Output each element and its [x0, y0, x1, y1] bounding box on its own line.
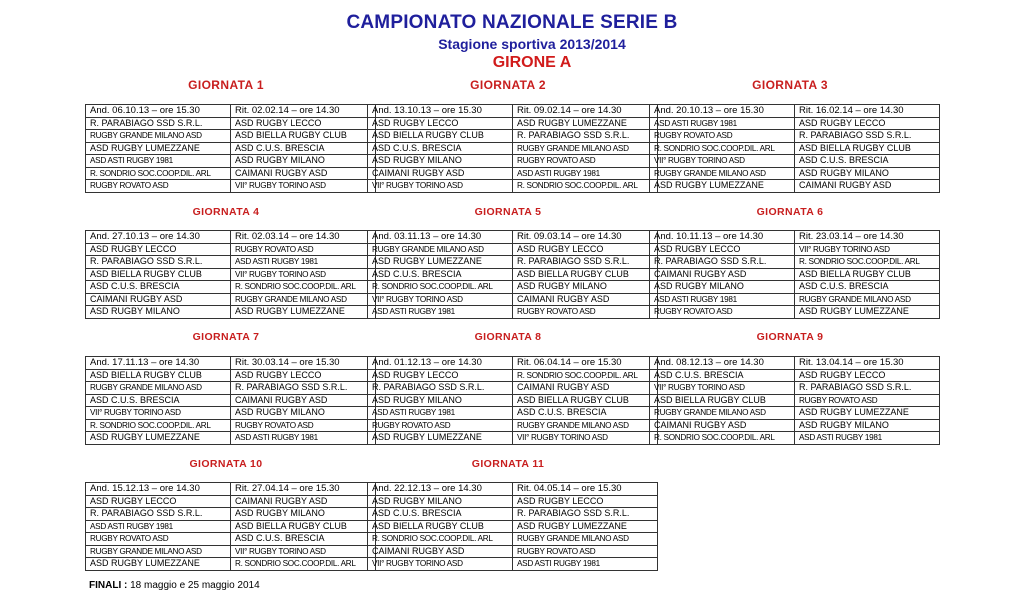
match-row — [368, 256, 658, 269]
match-row — [650, 243, 940, 256]
match-row — [368, 432, 658, 445]
match-row — [86, 508, 376, 521]
away-team: ASD BIELLA RUGBY CLUB — [231, 520, 376, 533]
match-row — [86, 142, 376, 155]
andata-date: And. 15.12.13 – ore 14.30 — [86, 483, 231, 496]
ritorno-date: Rit. 30.03.14 – ore 15.30 — [231, 357, 376, 370]
match-row — [368, 306, 658, 319]
home-team: R. SONDRIO SOC.COOP.DIL. ARL — [368, 533, 513, 546]
match-row — [86, 130, 376, 143]
home-team: R. PARABIAGO SSD S.R.L. — [86, 508, 231, 521]
dates-row — [368, 231, 658, 244]
giornata-table — [649, 356, 940, 445]
giornata-label: GIORNATA 9 — [756, 331, 824, 343]
away-team: ASD BIELLA RUGBY CLUB — [513, 394, 658, 407]
match-row — [368, 369, 658, 382]
home-team: ASD C.U.S. BRESCIA — [368, 508, 513, 521]
home-team: ASD ASTI RUGBY 1981 — [650, 293, 795, 306]
home-team: ASD C.U.S. BRESCIA — [650, 369, 795, 382]
match-row — [650, 130, 940, 143]
home-team: R. SONDRIO SOC.COOP.DIL. ARL — [86, 419, 231, 432]
home-team: CAIMANI RUGBY ASD — [86, 293, 231, 306]
andata-date: And. 03.11.13 – ore 14.30 — [368, 231, 513, 244]
away-team: VII° RUGBY TORINO ASD — [231, 180, 376, 193]
match-row — [86, 495, 376, 508]
match-row — [86, 117, 376, 130]
away-team: ASD BIELLA RUGBY CLUB — [795, 268, 940, 281]
away-team: VII° RUGBY TORINO ASD — [795, 243, 940, 256]
match-row — [86, 268, 376, 281]
away-team: CAIMANI RUGBY ASD — [513, 293, 658, 306]
giornata-label: GIORNATA 7 — [192, 331, 260, 343]
match-row — [368, 142, 658, 155]
andata-date: And. 22.12.13 – ore 14.30 — [368, 483, 513, 496]
match-row — [650, 142, 940, 155]
match-row — [86, 432, 376, 445]
match-row — [86, 382, 376, 395]
away-team: ASD RUGBY MILANO — [231, 155, 376, 168]
match-row — [368, 394, 658, 407]
away-team: CAIMANI RUGBY ASD — [231, 495, 376, 508]
away-team: ASD C.U.S. BRESCIA — [231, 142, 376, 155]
match-row — [368, 508, 658, 521]
match-row — [650, 369, 940, 382]
away-team: ASD RUGBY LUMEZZANE — [795, 407, 940, 420]
home-team: R. SONDRIO SOC.COOP.DIL. ARL — [86, 167, 231, 180]
away-team: ASD RUGBY LUMEZZANE — [795, 306, 940, 319]
ritorno-date: Rit. 09.03.14 – ore 14.30 — [513, 231, 658, 244]
home-team: RUGBY GRANDE MILANO ASD — [86, 130, 231, 143]
away-team: ASD ASTI RUGBY 1981 — [795, 432, 940, 445]
home-team: RUGBY GRANDE MILANO ASD — [86, 545, 231, 558]
andata-date: And. 13.10.13 – ore 15.30 — [368, 105, 513, 118]
andata-date: And. 17.11.13 – ore 14.30 — [86, 357, 231, 370]
dates-row — [86, 105, 376, 118]
match-row — [368, 293, 658, 306]
away-team: ASD RUGBY MILANO — [795, 167, 940, 180]
home-team: VII° RUGBY TORINO ASD — [368, 558, 513, 571]
home-team: ASD RUGBY LECCO — [86, 495, 231, 508]
away-team: RUGBY ROVATO ASD — [795, 394, 940, 407]
away-team: VII° RUGBY TORINO ASD — [513, 432, 658, 445]
home-team: ASD C.U.S. BRESCIA — [86, 281, 231, 294]
away-team: ASD C.U.S. BRESCIA — [795, 155, 940, 168]
giornata-table — [649, 230, 940, 319]
ritorno-date: Rit. 06.04.14 – ore 15.30 — [513, 357, 658, 370]
dates-row — [650, 105, 940, 118]
away-team: VII° RUGBY TORINO ASD — [231, 268, 376, 281]
away-team: RUGBY GRANDE MILANO ASD — [231, 293, 376, 306]
home-team: R. PARABIAGO SSD S.R.L. — [86, 256, 231, 269]
match-row — [86, 167, 376, 180]
home-team: ASD RUGBY LUMEZZANE — [86, 432, 231, 445]
match-row — [650, 419, 940, 432]
home-team: ASD RUGBY LUMEZZANE — [368, 256, 513, 269]
home-team: ASD RUGBY MILANO — [86, 306, 231, 319]
giornata-label: GIORNATA 2 — [470, 78, 546, 92]
giornata-label: GIORNATA 6 — [756, 206, 824, 218]
home-team: RUGBY ROVATO ASD — [86, 533, 231, 546]
match-row — [368, 281, 658, 294]
home-team: ASD C.U.S. BRESCIA — [86, 394, 231, 407]
dates-row — [368, 483, 658, 496]
away-team: ASD BIELLA RUGBY CLUB — [795, 142, 940, 155]
ritorno-date: Rit. 23.03.14 – ore 14.30 — [795, 231, 940, 244]
dates-row — [368, 357, 658, 370]
home-team: R. SONDRIO SOC.COOP.DIL. ARL — [650, 142, 795, 155]
home-team: ASD RUGBY MILANO — [368, 155, 513, 168]
home-team: ASD RUGBY LUMEZZANE — [86, 558, 231, 571]
home-team: ASD ASTI RUGBY 1981 — [86, 155, 231, 168]
away-team: RUGBY GRANDE MILANO ASD — [513, 142, 658, 155]
away-team: CAIMANI RUGBY ASD — [231, 394, 376, 407]
giornata-label: GIORNATA 5 — [474, 206, 542, 218]
dates-row — [368, 105, 658, 118]
home-team: ASD BIELLA RUGBY CLUB — [368, 130, 513, 143]
match-row — [86, 369, 376, 382]
match-row — [368, 167, 658, 180]
home-team: ASD RUGBY LECCO — [86, 243, 231, 256]
match-row — [368, 243, 658, 256]
home-team: ASD RUGBY LECCO — [368, 369, 513, 382]
home-team: VII° RUGBY TORINO ASD — [86, 407, 231, 420]
match-row — [650, 268, 940, 281]
away-team: ASD RUGBY MILANO — [231, 508, 376, 521]
giornata-table — [367, 356, 658, 445]
away-team: ASD RUGBY LUMEZZANE — [513, 117, 658, 130]
home-team: ASD C.U.S. BRESCIA — [368, 142, 513, 155]
match-row — [86, 558, 376, 571]
away-team: ASD RUGBY LECCO — [795, 117, 940, 130]
away-team: ASD C.U.S. BRESCIA — [795, 281, 940, 294]
match-row — [650, 306, 940, 319]
home-team: ASD RUGBY LUMEZZANE — [650, 180, 795, 193]
home-team: CAIMANI RUGBY ASD — [650, 419, 795, 432]
match-row — [86, 243, 376, 256]
away-team: RUGBY ROVATO ASD — [513, 306, 658, 319]
ritorno-date: Rit. 09.02.14 – ore 14.30 — [513, 105, 658, 118]
away-team: R. PARABIAGO SSD S.R.L. — [795, 130, 940, 143]
away-team: RUGBY GRANDE MILANO ASD — [795, 293, 940, 306]
match-row — [86, 419, 376, 432]
dates-row — [86, 357, 376, 370]
match-row — [368, 495, 658, 508]
dates-row — [650, 357, 940, 370]
away-team: CAIMANI RUGBY ASD — [795, 180, 940, 193]
home-team: ASD BIELLA RUGBY CLUB — [650, 394, 795, 407]
home-team: ASD RUGBY LUMEZZANE — [86, 142, 231, 155]
andata-date: And. 27.10.13 – ore 14.30 — [86, 231, 231, 244]
home-team: ASD C.U.S. BRESCIA — [368, 268, 513, 281]
ritorno-date: Rit. 16.02.14 – ore 14.30 — [795, 105, 940, 118]
home-team: RUGBY ROVATO ASD — [650, 130, 795, 143]
away-team: R. PARABIAGO SSD S.R.L. — [795, 382, 940, 395]
away-team: ASD BIELLA RUGBY CLUB — [231, 130, 376, 143]
finali-note — [89, 580, 260, 591]
away-team: R. PARABIAGO SSD S.R.L. — [513, 508, 658, 521]
match-row — [368, 180, 658, 193]
match-row — [86, 394, 376, 407]
away-team: R. SONDRIO SOC.COOP.DIL. ARL — [513, 180, 658, 193]
match-row — [368, 155, 658, 168]
match-row — [86, 533, 376, 546]
giornata-table — [85, 356, 376, 445]
match-row — [650, 281, 940, 294]
andata-date: And. 20.10.13 – ore 15.30 — [650, 105, 795, 118]
page-title: CAMPIONATO NAZIONALE SERIE B — [346, 12, 678, 33]
away-team: RUGBY ROVATO ASD — [513, 155, 658, 168]
away-team: CAIMANI RUGBY ASD — [513, 382, 658, 395]
home-team: CAIMANI RUGBY ASD — [368, 167, 513, 180]
away-team: RUGBY GRANDE MILANO ASD — [513, 533, 658, 546]
giornata-label: GIORNATA 10 — [189, 458, 263, 470]
away-team: ASD C.U.S. BRESCIA — [231, 533, 376, 546]
home-team: ASD ASTI RUGBY 1981 — [86, 520, 231, 533]
match-row — [650, 256, 940, 269]
ritorno-date: Rit. 27.04.14 – ore 15.30 — [231, 483, 376, 496]
home-team: VII° RUGBY TORINO ASD — [368, 293, 513, 306]
ritorno-date: Rit. 02.03.14 – ore 14.30 — [231, 231, 376, 244]
match-row — [650, 155, 940, 168]
home-team: CAIMANI RUGBY ASD — [368, 545, 513, 558]
match-row — [86, 545, 376, 558]
andata-date: And. 10.11.13 – ore 14.30 — [650, 231, 795, 244]
andata-date: And. 08.12.13 – ore 14.30 — [650, 357, 795, 370]
home-team: R. PARABIAGO SSD S.R.L. — [86, 117, 231, 130]
giornata-label: GIORNATA 4 — [192, 206, 260, 218]
match-row — [368, 558, 658, 571]
match-row — [368, 407, 658, 420]
match-row — [86, 293, 376, 306]
match-row — [650, 407, 940, 420]
match-row — [86, 306, 376, 319]
away-team: ASD RUGBY MILANO — [795, 419, 940, 432]
away-team: ASD ASTI RUGBY 1981 — [231, 256, 376, 269]
home-team: ASD BIELLA RUGBY CLUB — [368, 520, 513, 533]
match-row — [368, 382, 658, 395]
match-row — [650, 382, 940, 395]
away-team: RUGBY ROVATO ASD — [513, 545, 658, 558]
giornata-table — [649, 104, 940, 193]
home-team: VII° RUGBY TORINO ASD — [650, 382, 795, 395]
away-team: R. PARABIAGO SSD S.R.L. — [231, 382, 376, 395]
home-team: RUGBY GRANDE MILANO ASD — [650, 407, 795, 420]
away-team: R. SONDRIO SOC.COOP.DIL. ARL — [795, 256, 940, 269]
season-subtitle: Stagione sportiva 2013/2014 — [438, 36, 626, 52]
home-team: R. PARABIAGO SSD S.R.L. — [368, 382, 513, 395]
giornata-label: GIORNATA 3 — [752, 78, 828, 92]
match-row — [86, 256, 376, 269]
giornata-table — [367, 104, 658, 193]
away-team: RUGBY GRANDE MILANO ASD — [513, 419, 658, 432]
home-team: RUGBY GRANDE MILANO ASD — [650, 167, 795, 180]
away-team: ASD C.U.S. BRESCIA — [513, 407, 658, 420]
home-team: ASD ASTI RUGBY 1981 — [368, 407, 513, 420]
home-team: R. SONDRIO SOC.COOP.DIL. ARL — [368, 281, 513, 294]
away-team: RUGBY ROVATO ASD — [231, 243, 376, 256]
giornata-table — [367, 230, 658, 319]
home-team: ASD RUGBY MILANO — [650, 281, 795, 294]
match-row — [650, 293, 940, 306]
home-team: VII° RUGBY TORINO ASD — [650, 155, 795, 168]
home-team: ASD RUGBY MILANO — [368, 394, 513, 407]
match-row — [368, 533, 658, 546]
home-team: ASD BIELLA RUGBY CLUB — [86, 369, 231, 382]
giornata-label: GIORNATA 8 — [474, 331, 542, 343]
match-row — [650, 394, 940, 407]
away-team: ASD RUGBY LECCO — [231, 369, 376, 382]
giornata-table — [85, 482, 376, 571]
home-team: RUGBY ROVATO ASD — [368, 419, 513, 432]
home-team: CAIMANI RUGBY ASD — [650, 268, 795, 281]
match-row — [650, 432, 940, 445]
giornata-label: GIORNATA 1 — [188, 78, 264, 92]
ritorno-date: Rit. 02.02.14 – ore 14.30 — [231, 105, 376, 118]
finali-dates: 18 maggio e 25 maggio 2014 — [130, 580, 260, 591]
away-team: ASD ASTI RUGBY 1981 — [513, 558, 658, 571]
match-row — [86, 520, 376, 533]
home-team: ASD ASTI RUGBY 1981 — [368, 306, 513, 319]
home-team: RUGBY ROVATO ASD — [86, 180, 231, 193]
away-team: ASD RUGBY LECCO — [231, 117, 376, 130]
home-team: ASD RUGBY LECCO — [368, 117, 513, 130]
away-team: ASD RUGBY LECCO — [795, 369, 940, 382]
match-row — [650, 167, 940, 180]
home-team: ASD RUGBY MILANO — [368, 495, 513, 508]
away-team: ASD RUGBY LECCO — [513, 243, 658, 256]
giornata-label: GIORNATA 11 — [471, 458, 545, 470]
home-team: RUGBY GRANDE MILANO ASD — [86, 382, 231, 395]
dates-row — [650, 231, 940, 244]
dates-row — [86, 231, 376, 244]
ritorno-date: Rit. 04.05.14 – ore 15.30 — [513, 483, 658, 496]
home-team: R. PARABIAGO SSD S.R.L. — [650, 256, 795, 269]
home-team: RUGBY GRANDE MILANO ASD — [368, 243, 513, 256]
match-row — [650, 180, 940, 193]
giornata-table — [85, 230, 376, 319]
home-team: ASD RUGBY LECCO — [650, 243, 795, 256]
ritorno-date: Rit. 13.04.14 – ore 15.30 — [795, 357, 940, 370]
away-team: R. SONDRIO SOC.COOP.DIL. ARL — [513, 369, 658, 382]
match-row — [368, 130, 658, 143]
match-row — [650, 117, 940, 130]
away-team: VII° RUGBY TORINO ASD — [231, 545, 376, 558]
finali-label: FINALI : — [89, 580, 128, 591]
match-row — [368, 268, 658, 281]
home-team: VII° RUGBY TORINO ASD — [368, 180, 513, 193]
giornata-table — [367, 482, 658, 571]
match-row — [86, 281, 376, 294]
away-team: ASD RUGBY MILANO — [231, 407, 376, 420]
match-row — [86, 407, 376, 420]
away-team: ASD BIELLA RUGBY CLUB — [513, 268, 658, 281]
andata-date: And. 01.12.13 – ore 14.30 — [368, 357, 513, 370]
home-team: ASD BIELLA RUGBY CLUB — [86, 268, 231, 281]
away-team: ASD RUGBY MILANO — [513, 281, 658, 294]
andata-date: And. 06.10.13 – ore 15.30 — [86, 105, 231, 118]
home-team: ASD ASTI RUGBY 1981 — [650, 117, 795, 130]
away-team: RUGBY ROVATO ASD — [231, 419, 376, 432]
match-row — [368, 419, 658, 432]
away-team: R. SONDRIO SOC.COOP.DIL. ARL — [231, 558, 376, 571]
away-team: R. PARABIAGO SSD S.R.L. — [513, 130, 658, 143]
match-row — [368, 117, 658, 130]
away-team: ASD ASTI RUGBY 1981 — [513, 167, 658, 180]
match-row — [368, 545, 658, 558]
home-team: RUGBY ROVATO ASD — [650, 306, 795, 319]
away-team: CAIMANI RUGBY ASD — [231, 167, 376, 180]
away-team: R. SONDRIO SOC.COOP.DIL. ARL — [231, 281, 376, 294]
home-team: R. SONDRIO SOC.COOP.DIL. ARL — [650, 432, 795, 445]
dates-row — [86, 483, 376, 496]
away-team: ASD RUGBY LECCO — [513, 495, 658, 508]
away-team: ASD RUGBY LUMEZZANE — [231, 306, 376, 319]
home-team: ASD RUGBY LUMEZZANE — [368, 432, 513, 445]
match-row — [368, 520, 658, 533]
away-team: R. PARABIAGO SSD S.R.L. — [513, 256, 658, 269]
match-row — [86, 180, 376, 193]
match-row — [86, 155, 376, 168]
giornata-table — [85, 104, 376, 193]
away-team: ASD RUGBY LUMEZZANE — [513, 520, 658, 533]
group-title: GIRONE A — [492, 54, 572, 71]
away-team: ASD ASTI RUGBY 1981 — [231, 432, 376, 445]
